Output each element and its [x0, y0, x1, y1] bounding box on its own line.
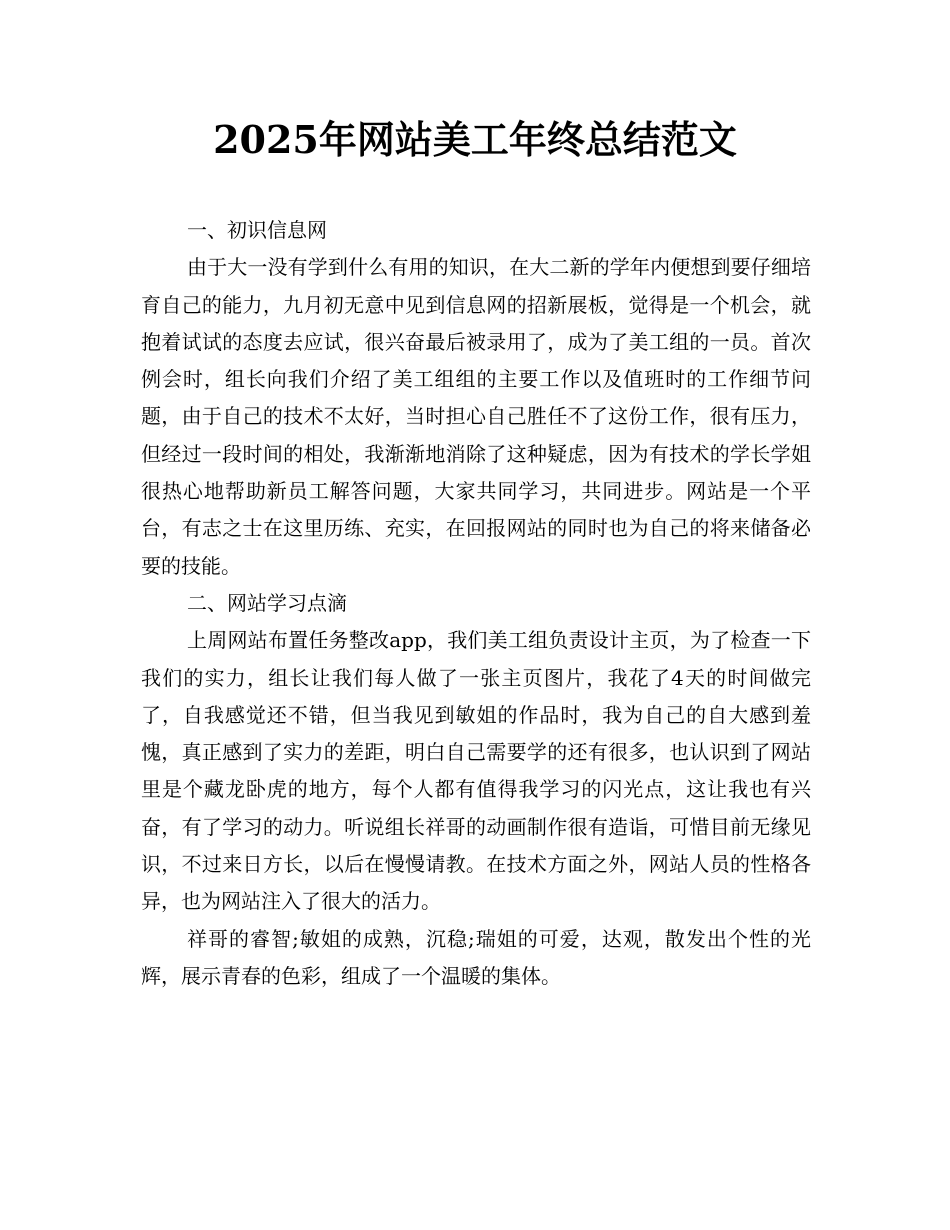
section-heading-2: 二、网站学习点滴	[187, 590, 347, 615]
section-heading-1: 一、初识信息网	[187, 218, 327, 242]
paragraph-1: 由于大一没有学到什么有用的知识，在大二新的学年内便想到要仔细培育自己的能力，九月初无意中见到信息网的招新展板，觉得是一个机会，就抱着试试的态度去应试，很兴奋最后被录用了，成为了美工组的一员。首次例会时，组长向我们介绍了美工组组的主要工作以及值班时的工作细节问题，由于自己的技术不太好，当时担心自己胜任不了这份工作，很有压力，但经过一段时间的相处，我渐渐地消除了这种疑虑，因为有技术的学长学姐很热心地帮助新员工解答问题，大家共同学习，共同进步。网站是一个平台，有志之士在这里历练、充实，在回报网站的同时也为自己的将来储备必要的技能。	[141, 255, 811, 578]
document-title: 2025年网站美工年终总结范文	[213, 117, 737, 162]
document-body	[141, 212, 811, 995]
paragraph-2: 上周网站布置任务整改app，我们美工组负责设计主页，为了检查一下我们的实力，组长让我们每人做了一张主页图片，我花了4天的时间做完了，自我感觉还不错，但当我见到敏姐的作品时，我为自己的自大感到羞愧，真正感到了实力的差距，明白自己需要学的还有很多，也认识到了网站里是个藏龙卧虎的地方，每个人都有值得我学习的闪光点，这让我也有兴奋，有了学习的动力。听说组长祥哥的动画制作很有造诣，可惜目前无缘见识，不过来日方长，以后在慢慢请教。在技术方面之外，网站人员的性格各异，也为网站注入了很大的活力。	[141, 628, 811, 914]
paragraph-3: 祥哥的睿智;敏姐的成熟，沉稳;瑞姐的可爱，达观，散发出个性的光辉，展示青春的色彩，组成了一个温暖的集体。	[141, 926, 811, 988]
